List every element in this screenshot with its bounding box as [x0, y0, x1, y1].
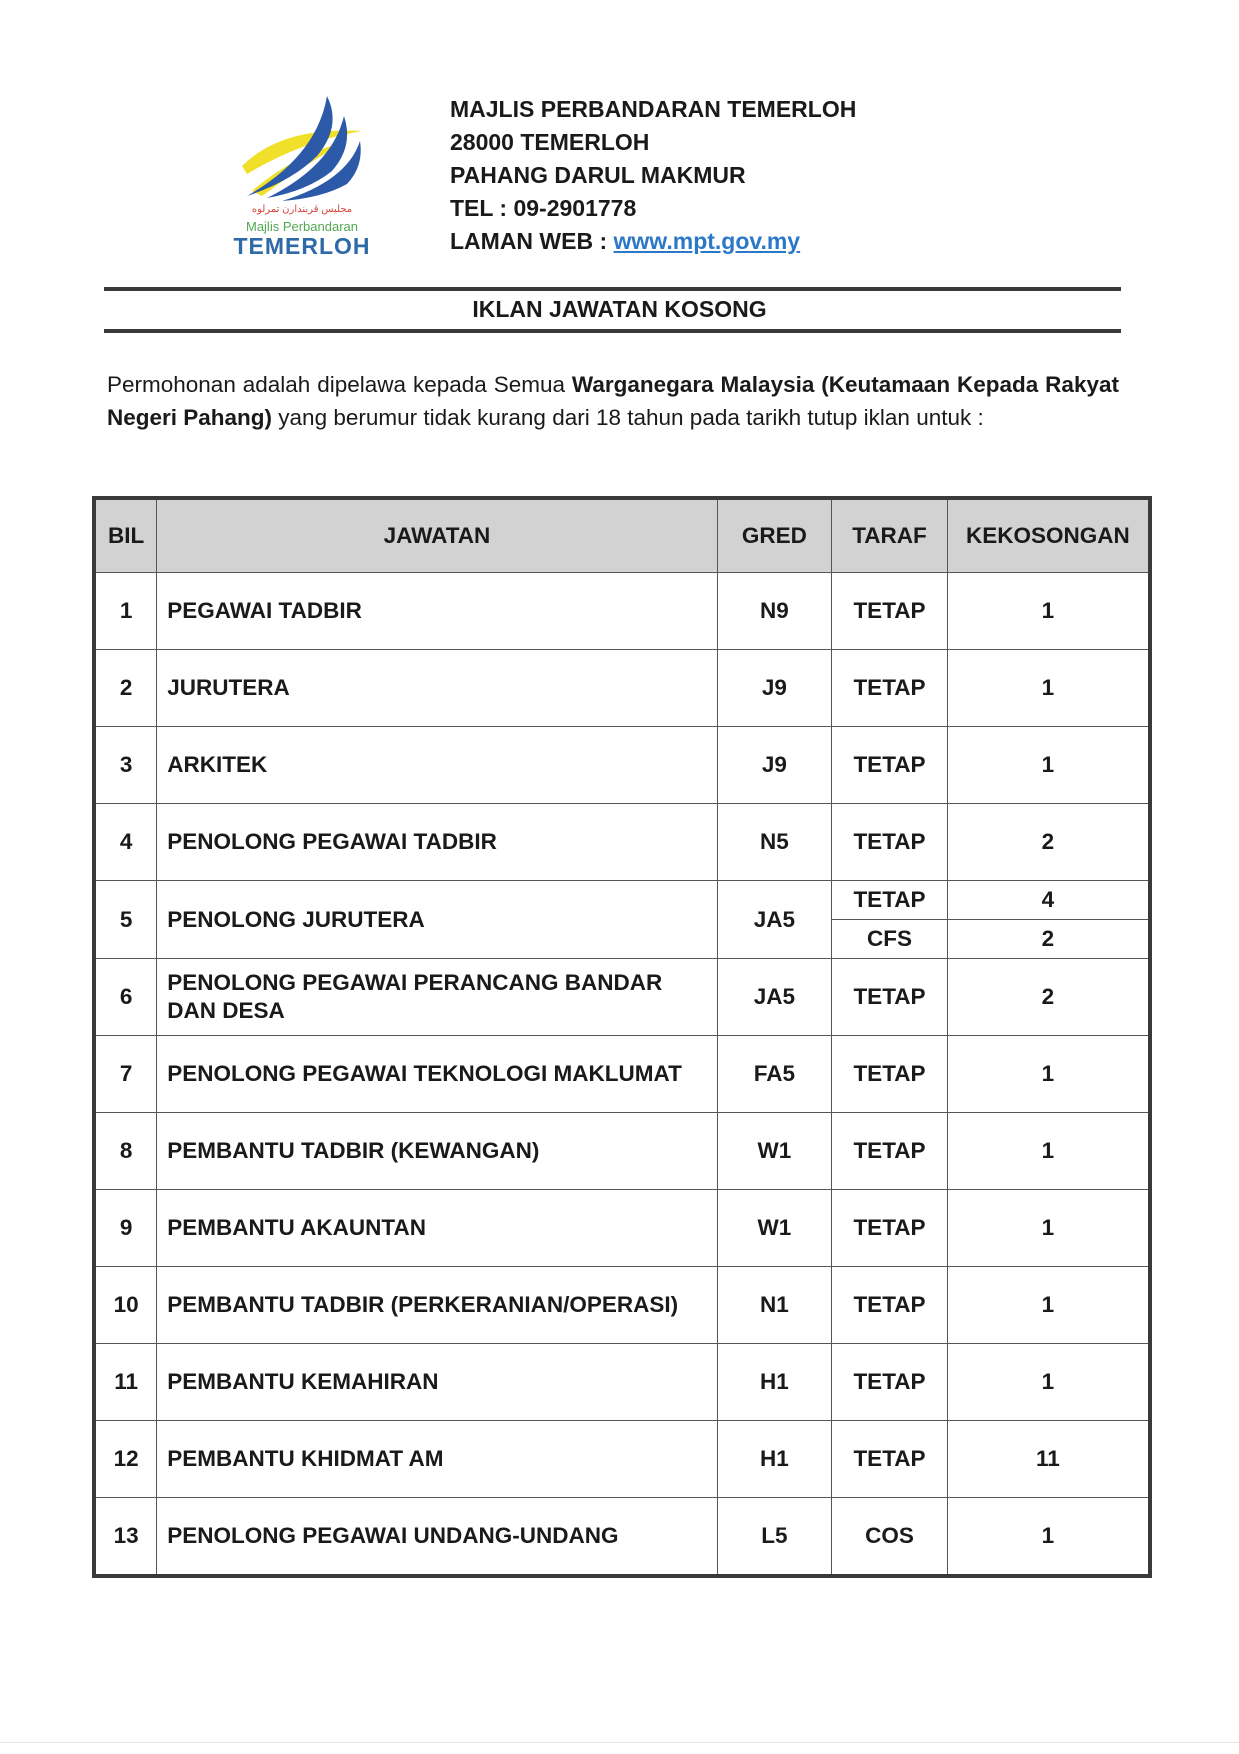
cell-gred: JA5: [717, 881, 832, 959]
cell-bil: 5: [94, 881, 157, 959]
header-jawatan: JAWATAN: [157, 498, 717, 573]
cell-taraf: TETAP: [832, 1190, 948, 1267]
cell-taraf: TETAP: [832, 959, 948, 1036]
cell-jawatan: ARKITEK: [157, 727, 717, 804]
org-name: MAJLIS PERBANDARAN TEMERLOH: [450, 96, 857, 122]
cell-gred: J9: [717, 650, 832, 727]
cell-bil: 9: [94, 1190, 157, 1267]
intro-paragraph: [107, 368, 1119, 434]
website-link[interactable]: www.mpt.gov.my: [613, 228, 801, 254]
page-edge: [0, 1742, 1239, 1743]
cell-gred: JA5: [717, 959, 832, 1036]
cell-gred: FA5: [717, 1036, 832, 1113]
cell-gred: N9: [717, 573, 832, 650]
cell-taraf: TETAP: [832, 1421, 948, 1498]
cell-gred: N5: [717, 804, 832, 881]
vacancy-table: [92, 496, 1152, 1578]
cell-kekosongan-2: 2: [947, 920, 1150, 959]
table-row: [94, 1421, 1150, 1498]
cell-jawatan: PEMBANTU AKAUNTAN: [157, 1190, 717, 1267]
logo-subtitle: Majlis Perbandaran: [245, 219, 358, 234]
telephone: TEL : 09-2901778: [450, 195, 637, 221]
cell-bil: 6: [94, 959, 157, 1036]
header-kekosongan: KEKOSONGAN: [947, 498, 1150, 573]
postcode-city: 28000 TEMERLOH: [450, 129, 650, 155]
cell-kekosongan: 1: [947, 1344, 1150, 1421]
table-row: [94, 1344, 1150, 1421]
cell-kekosongan: 1: [947, 1267, 1150, 1344]
cell-jawatan: PEMBANTU KEMAHIRAN: [157, 1344, 717, 1421]
cell-kekosongan: 1: [947, 727, 1150, 804]
table-row: [94, 650, 1150, 727]
cell-gred: L5: [717, 1498, 832, 1577]
header-taraf: TARAF: [832, 498, 948, 573]
cell-kekosongan: 1: [947, 1498, 1150, 1577]
title-top-rule: [104, 287, 1121, 291]
table-row: [94, 1113, 1150, 1190]
cell-jawatan: PEMBANTU TADBIR (PERKERANIAN/OPERASI): [157, 1267, 717, 1344]
website-label: LAMAN WEB :: [450, 228, 614, 254]
cell-gred: H1: [717, 1421, 832, 1498]
cell-jawatan: PENOLONG PEGAWAI UNDANG-UNDANG: [157, 1498, 717, 1577]
table-header-row: [94, 498, 1150, 573]
intro-text-2: yang berumur tidak kurang dari 18 tahun pada tarikh tutup iklan untuk :: [272, 405, 984, 430]
cell-kekosongan: 11: [947, 1421, 1150, 1498]
cell-jawatan: PEMBANTU KHIDMAT AM: [157, 1421, 717, 1498]
website-line: [450, 225, 856, 258]
cell-gred: N1: [717, 1267, 832, 1344]
cell-bil: 11: [94, 1344, 157, 1421]
document-title: IKLAN JAWATAN KOSONG: [472, 296, 767, 322]
table-row: [94, 1267, 1150, 1344]
table-row: [94, 1498, 1150, 1577]
logo-name: TEMERLOH: [233, 233, 371, 259]
cell-taraf: TETAP: [832, 1344, 948, 1421]
council-logo: [212, 86, 392, 261]
cell-bil: 2: [94, 650, 157, 727]
letterhead-address: [450, 93, 856, 258]
state: PAHANG DARUL MAKMUR: [450, 162, 746, 188]
cell-jawatan: PENOLONG PEGAWAI TEKNOLOGI MAKLUMAT: [157, 1036, 717, 1113]
cell-taraf: COS: [832, 1498, 948, 1577]
cell-jawatan: JURUTERA: [157, 650, 717, 727]
cell-jawatan: PEGAWAI TADBIR: [157, 573, 717, 650]
cell-kekosongan: 1: [947, 1190, 1150, 1267]
cell-taraf: TETAP: [832, 727, 948, 804]
globe-swoosh-icon: [222, 86, 382, 204]
cell-taraf: TETAP: [832, 573, 948, 650]
table-row: [94, 804, 1150, 881]
cell-kekosongan: 2: [947, 959, 1150, 1036]
cell-bil: 1: [94, 573, 157, 650]
cell-kekosongan: 4: [947, 881, 1150, 920]
cell-kekosongan: 1: [947, 1113, 1150, 1190]
cell-kekosongan: 2: [947, 804, 1150, 881]
cell-bil: 13: [94, 1498, 157, 1577]
header-gred: GRED: [717, 498, 832, 573]
cell-gred: H1: [717, 1344, 832, 1421]
cell-kekosongan: 1: [947, 650, 1150, 727]
cell-bil: 12: [94, 1421, 157, 1498]
cell-kekosongan: 1: [947, 1036, 1150, 1113]
cell-taraf: TETAP: [832, 1036, 948, 1113]
cell-taraf: TETAP: [832, 650, 948, 727]
cell-jawatan: PEMBANTU TADBIR (KEWANGAN): [157, 1113, 717, 1190]
cell-gred: W1: [717, 1113, 832, 1190]
cell-bil: 4: [94, 804, 157, 881]
cell-jawatan: PENOLONG PEGAWAI PERANCANG BANDAR DAN DESA: [157, 959, 717, 1036]
cell-bil: 7: [94, 1036, 157, 1113]
intro-eligibility: Warganegara Malaysia (Keutamaan Kepada Rakyat Negeri Pahang): [107, 372, 1119, 430]
table-row: [94, 1036, 1150, 1113]
table-row: [94, 573, 1150, 650]
cell-gred: J9: [717, 727, 832, 804]
cell-jawatan: PENOLONG PEGAWAI TADBIR: [157, 804, 717, 881]
logo-jawi-text: مجليس ڤربندارن تمرلوه: [251, 204, 353, 215]
title-bottom-rule: [104, 329, 1121, 333]
cell-jawatan: PENOLONG JURUTERA: [157, 881, 717, 959]
cell-bil: 3: [94, 727, 157, 804]
cell-gred: W1: [717, 1190, 832, 1267]
header-bil: BIL: [94, 498, 157, 573]
cell-bil: 10: [94, 1267, 157, 1344]
table-row: [94, 959, 1150, 1036]
table-row: [94, 727, 1150, 804]
cell-taraf: TETAP: [832, 804, 948, 881]
cell-taraf: TETAP: [832, 881, 948, 920]
table-row: [94, 1190, 1150, 1267]
intro-text-1: Permohonan adalah dipelawa kepada Semua: [107, 372, 572, 397]
cell-kekosongan: 1: [947, 573, 1150, 650]
cell-taraf-2: CFS: [832, 920, 948, 959]
cell-taraf: TETAP: [832, 1113, 948, 1190]
cell-bil: 8: [94, 1113, 157, 1190]
cell-taraf: TETAP: [832, 1267, 948, 1344]
table-row: [94, 881, 1150, 920]
